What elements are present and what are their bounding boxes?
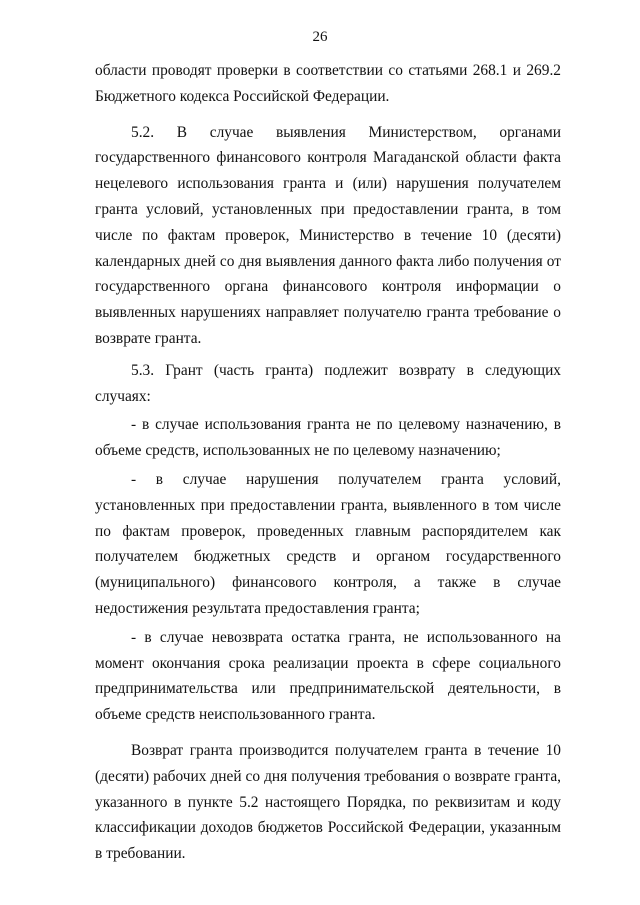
paragraph-continuation: области проводят проверки в соответствии со статьями 268.1 и 269.2 Бюджетного кодекса Российской Федерации. <box>95 62 561 105</box>
paragraph-5-2: 5.2. В случае выявления Министерством, органами государственного финансового контроля Магаданской области факта нецелевого использования гранта и (или) нарушения получателем гранта условий, установленных при предоставлении гранта, в том числе по фактам проверок, Министерство в течение 10 (десяти) календарных дней со дня выявления данного факта либо получения от государственного органа финансового контроля информации о выявленных нарушениях направляет получателю гранта требование о возврате гранта. <box>95 123 561 347</box>
document-body <box>95 58 561 867</box>
paragraph-refund: Возврат гранта производится получателем гранта в течение 10 (десяти) рабочих дней со дня получения требования о возврате гранта, указанного в пункте 5.2 настоящего Порядка, по реквизитам и коду классификации доходов бюджетов Российской Федерации, указанным в требовании. <box>95 741 561 863</box>
list-item-violation: - в случае нарушения получателем гранта условий, установленных при предоставлении гранта, выявленного в том числе по фактам проверок, проведенных главным распорядителем как получателем бюджетных средств и органом государственного (муниципального) финансового контроля, а также в случае недостижения результата предоставления гранта; <box>95 470 561 617</box>
list-item-misuse: - в случае использования гранта не по целевому назначению, в объеме средств, использованных не по целевому назначению; <box>95 416 561 460</box>
paragraph-5-3: 5.3. Грант (часть гранта) подлежит возврату в следующих случаях: <box>95 361 561 405</box>
list-item-unused-balance: - в случае невозврата остатка гранта, не использованного на момент окончания срока реализации проекта в сфере социального предпринимательства или предпринимательской деятельности, в объеме средств неиспользованного гранта. <box>95 628 561 724</box>
page-number: 26 <box>312 29 328 45</box>
